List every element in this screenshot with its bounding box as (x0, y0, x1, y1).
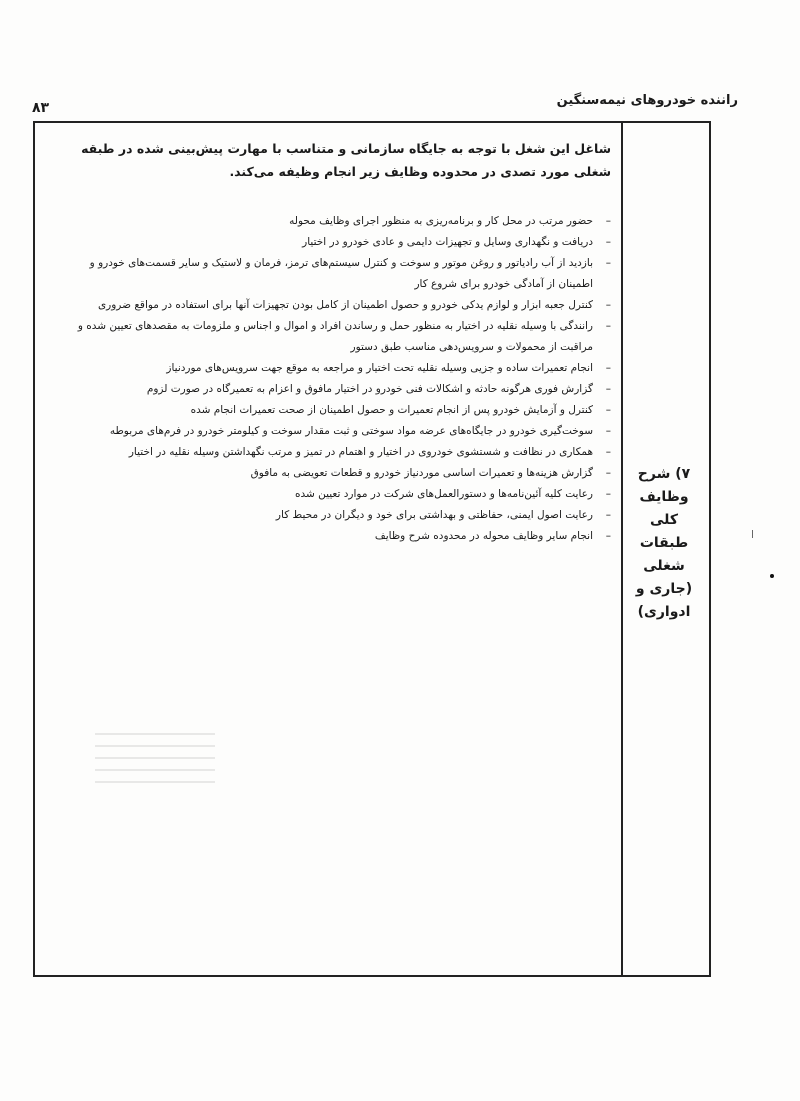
section-label-line: ۷) شرح (637, 466, 691, 482)
duty-text: گزارش فوری هرگونه حادثه و اشکالات فنی خودرو در اختیار مافوق و اعزام به تعمیرگاه در صورت لزوم (146, 383, 593, 395)
section-label-line: کلی (649, 512, 679, 528)
section-label-line: طبقات (639, 535, 689, 551)
duty-text: سوخت‌گیری خودرو در جایگاه‌های عرضه مواد سوختی و ثبت مقدار سوخت و کیلومتر خودرو در فرم‌های مربوطه (109, 425, 593, 437)
duty-text: رانندگی با وسیله نقلیه در اختیار به منظور حمل و رساندن افراد و اموال و اجناس و ملزومات به مقصدهای تعیین شده و مراقبت از محمولات و سرویس‌دهی مناسب طبق دستور (77, 320, 593, 353)
intro-paragraph: شاغل این شغل با توجه به جایگاه سازمانی و متناسب با مهارت پیش‌بینی شده در طبقه شغلی مورد تصدی در محدوده وظایف زیر انجام وظیفه می‌کند. (81, 141, 611, 179)
bullet-dash: – (605, 488, 611, 500)
duties-content-cell (35, 123, 623, 975)
list-item (53, 211, 613, 232)
bullet-dash: – (605, 299, 611, 311)
list-item (53, 400, 613, 421)
list-item (53, 505, 613, 526)
bleed-line (95, 781, 215, 783)
bullet-dash: – (605, 446, 611, 458)
duties-list (53, 211, 613, 547)
running-header-title: راننده خودروهای نیمه‌سنگین (556, 93, 738, 108)
duty-text: بازدید از آب رادیاتور و روغن موتور و سوخت و کنترل سیستم‌های ترمز، فرمان و لاستیک و سایر قسمت‌های خودرو و اطمینان از آمادگی خودرو برای شروع کار (89, 257, 593, 290)
list-item (53, 358, 613, 379)
list-item (53, 232, 613, 253)
bullet-dash: – (605, 320, 611, 332)
duty-text: انجام تعمیرات ساده و جزیی وسیله نقلیه تحت اختیار و مراجعه به موقع جهت سرویس‌های موردنیاز (166, 362, 593, 374)
list-item (53, 484, 613, 505)
section-label-line: شغلی (643, 558, 685, 574)
list-item (53, 316, 613, 358)
duty-text: کنترل و آزمایش خودرو پس از انجام تعمیرات و حصول اطمینان از صحت تعمیرات انجام شده (190, 404, 593, 416)
duty-text: دریافت و نگهداری وسایل و تجهیزات دایمی و عادی خودرو در اختیار (302, 236, 593, 248)
bullet-dash: – (605, 467, 611, 479)
duty-text: حضور مرتب در محل کار و برنامه‌ریزی به منظور اجرای وظایف محوله (289, 215, 593, 227)
section-label (629, 463, 699, 624)
bleed-through-shadow (95, 723, 215, 853)
duty-text: کنترل جعبه ابزار و لوازم یدکی خودرو و حصول اطمینان از کامل بودن تجهیزات آنها برای استفاده در مواقع ضروری (97, 299, 593, 311)
bullet-dash: – (605, 425, 611, 437)
list-item (53, 253, 613, 295)
bullet-dash: – (605, 257, 611, 269)
bullet-dash: – (605, 404, 611, 416)
list-item (53, 442, 613, 463)
bullet-dash: – (605, 509, 611, 521)
bleed-line (95, 769, 215, 771)
margin-mark (752, 530, 753, 538)
duty-text: رعایت اصول ایمنی، حفاظتی و بهداشتی برای خود و دیگران در محیط کار (275, 509, 593, 521)
list-item (53, 379, 613, 400)
bleed-line (95, 745, 215, 747)
margin-dot (770, 574, 774, 578)
duty-text: گزارش هزینه‌ها و تعمیرات اساسی موردنیاز خودرو و قطعات تعویضی به مافوق (250, 467, 593, 479)
list-item (53, 295, 613, 316)
section-label-line: وظایف (639, 489, 689, 505)
bullet-dash: – (605, 362, 611, 374)
duties-table (33, 121, 711, 977)
list-item (53, 463, 613, 484)
duty-text: همکاری در نظافت و شستشوی خودروی در اختیار و اهتمام در تمیز و مرتب نگهداشتن وسیله نقلیه در اختیار (128, 446, 593, 458)
bullet-dash: – (605, 215, 611, 227)
duty-text: انجام سایر وظایف محوله در محدوده شرح وظایف (374, 530, 593, 542)
list-item (53, 526, 613, 547)
duty-text: رعایت کلیه آئین‌نامه‌ها و دستورالعمل‌های شرکت در موارد تعیین شده (294, 488, 593, 500)
bleed-line (95, 757, 215, 759)
list-item (53, 421, 613, 442)
section-label-line: ادواری) (637, 604, 691, 620)
bullet-dash: – (605, 236, 611, 248)
bleed-line (95, 733, 215, 735)
bullet-dash: – (605, 530, 611, 542)
bullet-dash: – (605, 383, 611, 395)
section-label-line: (جاری و (635, 581, 693, 597)
page-number: ۸۳ (32, 100, 50, 116)
section-label-cell (621, 123, 709, 975)
